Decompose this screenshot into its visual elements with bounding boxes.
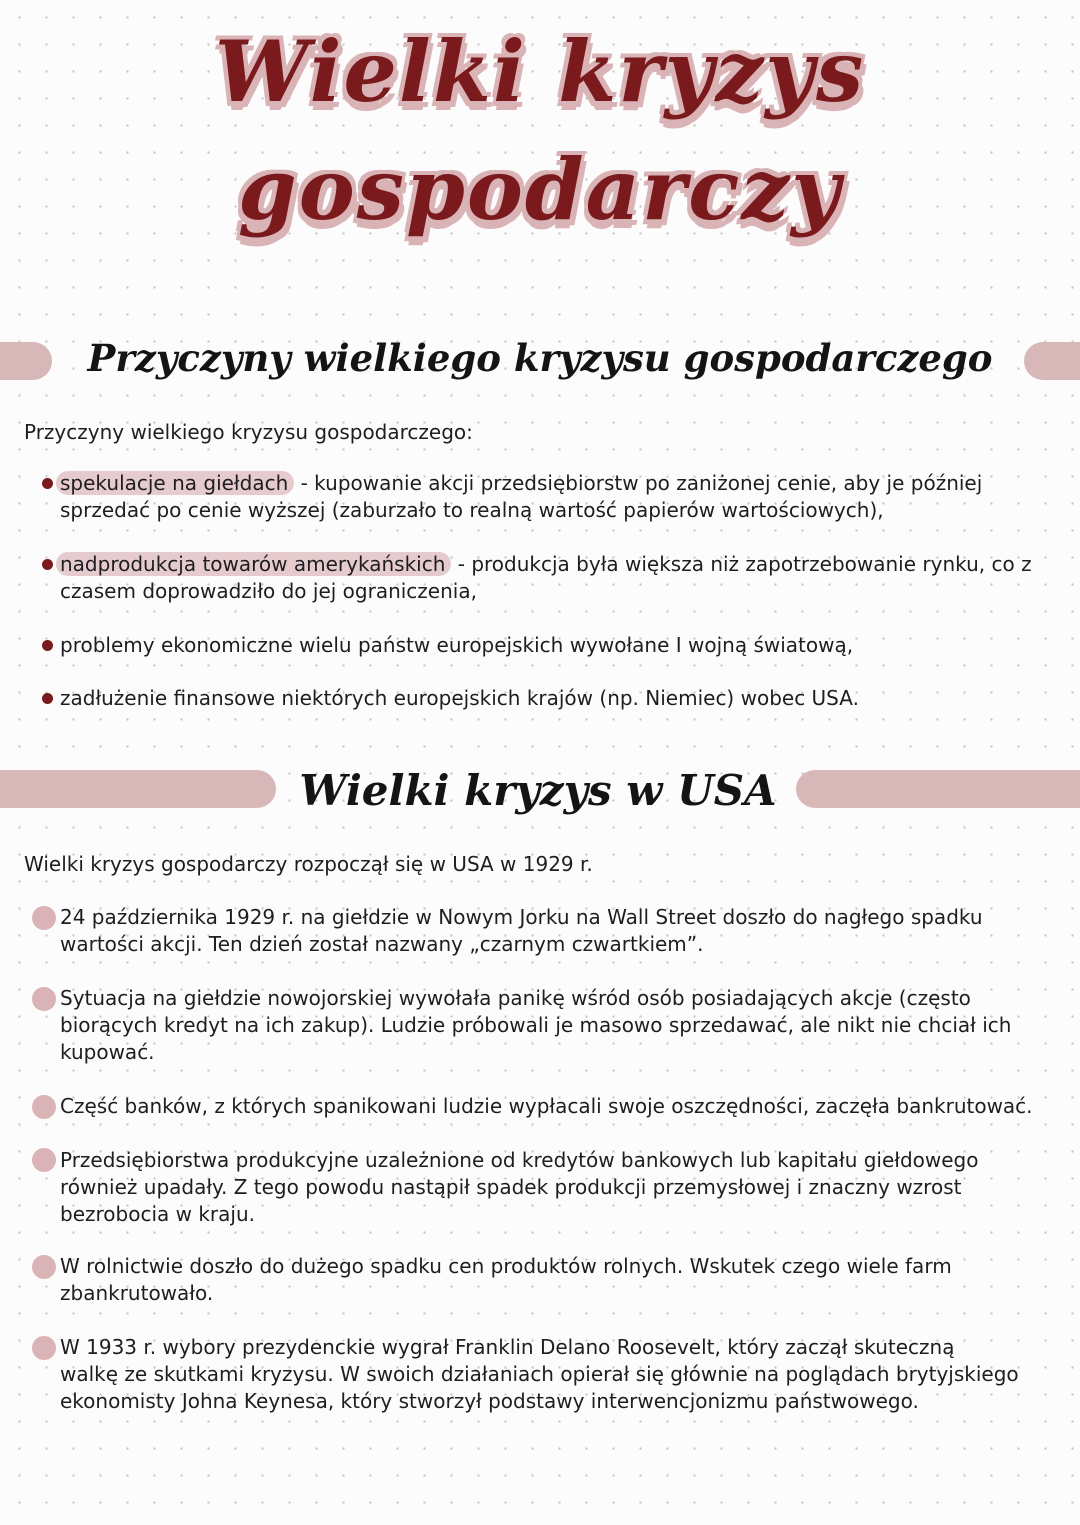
bullet-circle	[32, 987, 56, 1011]
list-item: Przedsiębiorstwa produkcyjne uzależnione od kredytów bankowych lub kapitału giełdowego również upadały. Z tego powodu nastąpił spadek produkcji przemysłowej i znaczny wzrost bezrobocia w kraju.	[60, 1148, 979, 1226]
list-item: W rolnictwie doszło do dużego spadku cen produktów rolnych. Wskutek czego wiele farm zbankrutowało.	[60, 1254, 952, 1305]
list-item: Sytuacja na giełdzie nowojorskiej wywołała panikę wśród osób posiadających akcje (często biorących kredyt na ich zakup). Ludzie próbowali je masowo sprzedawać, ale nikt nie chciał ich kupować.	[60, 986, 1012, 1064]
list-item: zadłużenie finansowe niektórych europejskich krajów (np. Niemiec) wobec USA.	[60, 686, 859, 710]
bullet-circle	[32, 906, 56, 930]
section2-header: Wielki kryzys w USA	[299, 766, 777, 815]
bullet-dot	[42, 478, 53, 489]
bullet-circle	[32, 1255, 56, 1279]
list-item: 24 października 1929 r. na giełdzie w Nowym Jorku na Wall Street doszło do nagłego spadku wartości akcji. Ten dzień został nazwany „czarnym czwartkiem”.	[60, 905, 983, 956]
list-item: problemy ekonomiczne wielu państw europejskich wywołane I wojną światową,	[60, 633, 854, 657]
page-title-line-2: gospodarczy	[238, 140, 842, 239]
section2-intro: Wielki kryzys gospodarczy rozpoczął się w USA w 1929 r.	[24, 852, 593, 876]
section1-bar-right	[1024, 342, 1080, 380]
section1-header: Przyczyny wielkiego kryzysu gospodarczego	[87, 336, 993, 380]
bullet-circle	[32, 1095, 56, 1119]
section2-bar-left	[0, 770, 276, 808]
section1-intro: Przyczyny wielkiego kryzysu gospodarczego:	[24, 420, 473, 444]
section1-bar-left	[0, 342, 52, 380]
list-item: W 1933 r. wybory prezydenckie wygrał Franklin Delano Roosevelt, który zaczął skuteczną walkę ze skutkami kryzysu. W swoich działaniach opierał się głównie na poglądach brytyjskiego ekonomisty Johna Keynesa, który stworzył podstawy interwencjonizmu państwowego.	[60, 1335, 1019, 1413]
list-item: Część banków, z których spanikowani ludzie wypłacali swoje oszczędności, zaczęła bankrutować.	[60, 1094, 1033, 1118]
list-item: spekulacje na giełdach - kupowanie akcji przedsiębiorstw po zaniżonej cenie, aby je później sprzedać po cenie wyższej (zaburzało to realną wartość papierów wartościowych),	[60, 470, 982, 524]
bullet-circle	[32, 1336, 56, 1360]
section2-bar-right	[796, 770, 1080, 808]
page-title-line-1: Wielki kryzys	[214, 22, 866, 121]
bullet-circle	[32, 1148, 56, 1172]
highlight-term: spekulacje na giełdach	[56, 471, 294, 495]
bullet-dot	[42, 640, 53, 651]
bullet-dot	[42, 559, 53, 570]
highlight-term: nadprodukcja towarów amerykańskich	[56, 552, 451, 576]
list-item: nadprodukcja towarów amerykańskich - produkcja była większa niż zapotrzebowanie rynku, co z czasem doprowadziło do jej ograniczenia,	[60, 551, 1032, 605]
bullet-dot	[42, 693, 53, 704]
